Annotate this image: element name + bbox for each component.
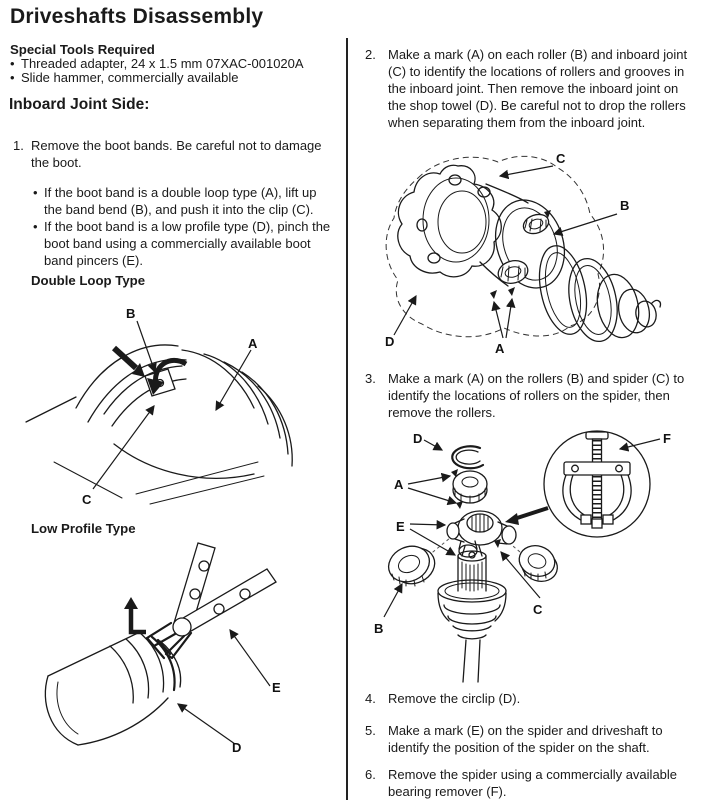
step-number: 5. (365, 723, 376, 738)
boot-band-pincers (147, 543, 276, 658)
bullet-text: If the boot band is a double loop type (A), lift up the band bend (B), and push it into the clip (C). (44, 185, 317, 217)
special-tools-section (10, 43, 336, 85)
figure-label-f: F (663, 431, 671, 446)
step-number: 1. (13, 138, 24, 153)
step-1-bullet (33, 218, 334, 269)
step-6 (365, 766, 699, 800)
step-text: Make a mark (A) on each roller (B) and inboard joint (C) to identify the locations of rollers and grooves in the inboard joint. Then remove the inboard joint on the shop towel (D). Be careful not to drop the rollers when separating them from the inboard joint. (388, 47, 688, 130)
bearing-remover-inset (544, 431, 650, 537)
figure-label-a: A (248, 336, 258, 351)
bullet-text: If the boot band is a low profile type (D), pinch the boot band using a commercially available boot band pincers (E). (44, 219, 331, 268)
boot-bellows (532, 241, 660, 345)
figure-caption-double-loop: Double Loop Type (31, 273, 146, 288)
special-tools-heading: Special Tools Required (10, 42, 155, 57)
step-2 (365, 46, 699, 131)
figure-double-loop-type (18, 294, 338, 516)
boot-band-and-clip (104, 366, 186, 426)
figure-spider-exploded (354, 424, 700, 684)
figure-label-b: B (620, 198, 630, 213)
figure-label-c: C (82, 492, 92, 507)
figure-label-b: B (126, 306, 136, 321)
boot-illustration (45, 632, 168, 745)
step-3 (365, 370, 699, 421)
roller-top (451, 469, 487, 503)
special-tools-item-text: Slide hammer, commercially available (21, 70, 239, 85)
spider (447, 501, 516, 557)
figure-low-profile-type (14, 542, 334, 798)
circlip (452, 446, 483, 468)
figure-label-d: D (232, 740, 242, 755)
step-number: 6. (365, 767, 376, 782)
figure-label-b: B (374, 621, 384, 636)
step-1 (13, 137, 333, 171)
figure-inboard-joint (358, 150, 700, 362)
page-title: Driveshafts Disassembly (10, 5, 264, 28)
figure-label-a: A (495, 341, 505, 356)
step-5 (365, 722, 699, 756)
step-text: Remove the spider using a commercially available bearing remover (F). (388, 767, 678, 799)
step-text: Remove the boot bands. Be careful not to damage the boot. (31, 138, 322, 170)
step-1-bullet (33, 184, 334, 218)
inset-pointer-arrow (505, 508, 548, 525)
bullet-glyph: • (10, 56, 15, 71)
step-text: Remove the circlip (D). (388, 691, 521, 706)
step-number: 4. (365, 691, 376, 706)
figure-label-c: C (533, 602, 543, 617)
special-tools-item-text: Threaded adapter, 24 x 1.5 mm 07XAC-001020A (21, 56, 304, 71)
bullet-glyph: • (33, 185, 38, 200)
figure-label-e: E (396, 519, 405, 534)
roller-left (383, 538, 441, 592)
step-4 (365, 690, 699, 707)
step-number: 2. (365, 47, 376, 62)
step-text: Make a mark (E) on the spider and driveshaft to identify the position of the spider on the shaft. (388, 723, 663, 755)
figure-label-a: A (394, 477, 404, 492)
bullet-glyph: • (33, 219, 38, 234)
inboard-joint-side-heading: Inboard Joint Side: (9, 96, 150, 113)
figure-label-d: D (413, 431, 423, 446)
special-tools-item (10, 57, 336, 71)
leader-lines (93, 321, 251, 489)
bullet-glyph: • (10, 70, 15, 85)
push-arrow (114, 348, 145, 377)
figure-label-d: D (385, 334, 395, 349)
figure-label-c: C (556, 151, 566, 166)
pinch-arrow (124, 597, 146, 632)
leader-lines (178, 630, 270, 744)
special-tools-item (10, 71, 336, 85)
column-divider (346, 38, 348, 800)
step-number: 3. (365, 371, 376, 386)
driveshaft-and-boot (438, 546, 506, 682)
roller-right (514, 541, 563, 586)
step-text: Make a mark (A) on the rollers (B) and spider (C) to identify the locations of rollers on the spider, then remove the rollers. (388, 371, 685, 420)
figure-label-e: E (272, 680, 281, 695)
figure-caption-low-profile: Low Profile Type (31, 521, 136, 536)
step-1-bullets (33, 184, 334, 269)
